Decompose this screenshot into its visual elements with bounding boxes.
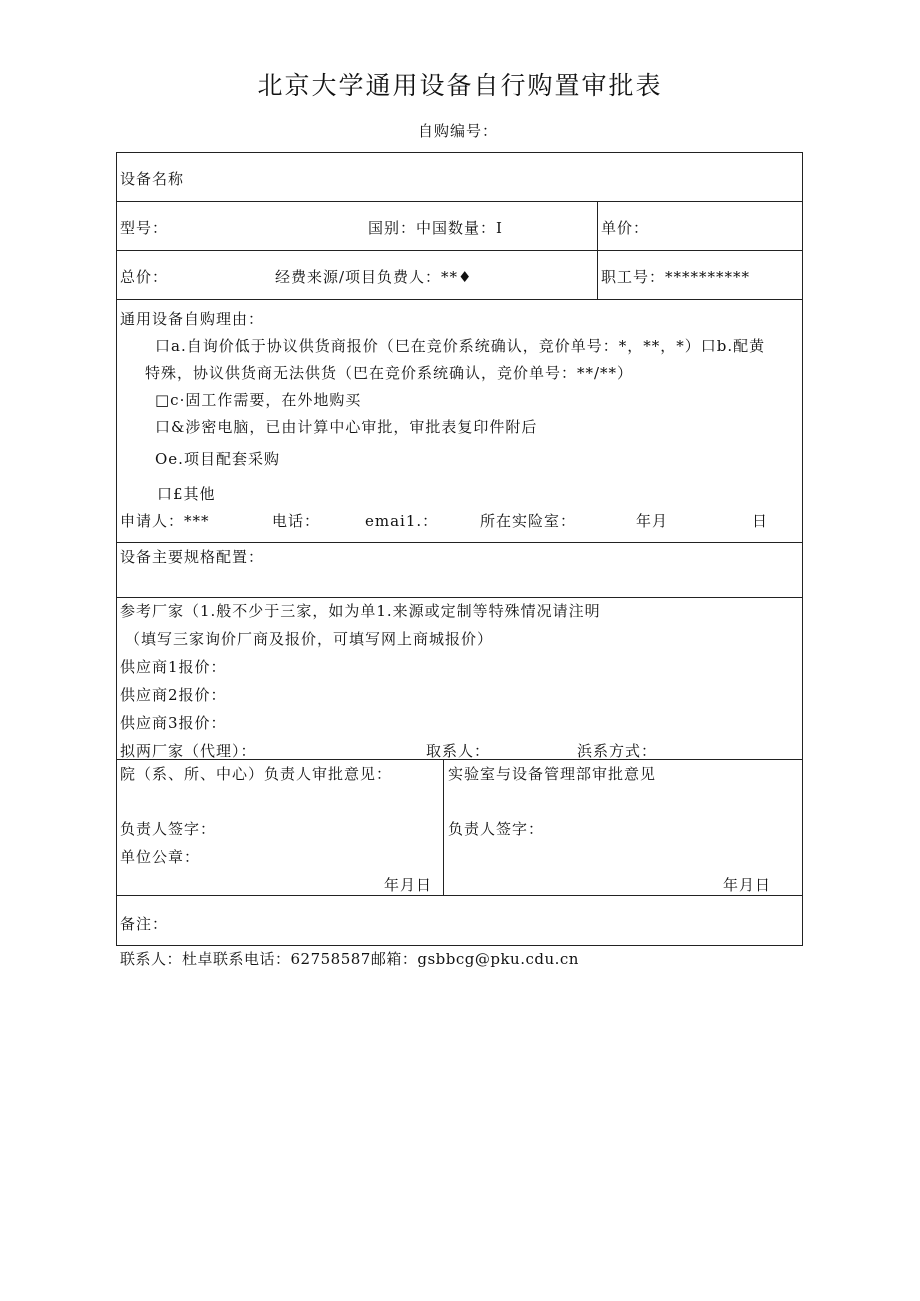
supplier-2-quote: 供应商2报价： — [120, 686, 227, 704]
row-divider — [116, 895, 803, 896]
proposed-vendor-label: 拟两厂家（代理）： — [120, 742, 257, 760]
staff-id-label: 职工号：********** — [601, 268, 751, 286]
supplier-1-quote: 供应商1报价： — [120, 658, 227, 676]
row-divider — [116, 597, 803, 598]
row-divider — [116, 250, 803, 251]
contact-person-label: 取系人： — [426, 742, 491, 760]
reason-option-f[interactable]: 口£其他 — [157, 485, 216, 503]
dept-signature-label: 负责人签字： — [120, 820, 217, 838]
lab-approval-heading: 实验室与设备管理部审批意见 — [448, 765, 657, 783]
row-divider — [116, 201, 803, 202]
reason-option-a[interactable]: 口a.自询价低于协议供货商报价（巳在竞价系统确认，竞价单号：*，**，*）口b.配黄 — [155, 337, 766, 355]
reference-vendors-label: 参考厂家（1.般不少于三家，如为单1.来源或定制等特殊情况请注明 — [120, 602, 601, 620]
dept-approval-heading: 院（系、所、中心）负责人审批意见： — [120, 765, 393, 783]
reason-option-e[interactable]: Oe.项目配套采购 — [155, 450, 280, 468]
total-price-label: 总价： — [120, 268, 169, 286]
vendor-fill-note: （填写三家询价厂商及报价，可填写网上商城报价） — [125, 630, 494, 648]
applicant-name: 申请人：*** — [120, 512, 210, 530]
specs-label: 设备主要规格配置： — [120, 548, 265, 566]
cell-divider — [443, 759, 444, 895]
dept-seal-label: 单位公章： — [120, 848, 201, 866]
funding-source-label: 经费来源/项目负费人：**♦ — [275, 268, 473, 286]
row-divider — [116, 299, 803, 300]
lab-approval-date: 年月日 — [723, 876, 772, 894]
model-label: 型号： — [120, 219, 169, 237]
table-border-left — [116, 152, 117, 946]
table-border-right — [802, 152, 803, 946]
table-border-top — [116, 152, 803, 153]
cell-divider — [597, 201, 598, 299]
reason-option-d[interactable]: 口&涉密电脑，已由计算中心审批，审批表复印件附后 — [155, 418, 538, 436]
equipment-name-label: 设备名称 — [120, 170, 185, 188]
applicant-email-label: emai1.： — [365, 512, 439, 530]
dept-approval-date: 年月日 — [384, 876, 433, 894]
remarks-label: 备注： — [120, 915, 169, 933]
applicant-lab-label: 所在实险室： — [480, 512, 577, 530]
doc-number-label: 自购编号： — [418, 122, 499, 140]
unit-price-label: 单价： — [601, 219, 650, 237]
reason-heading: 通用设备自购理由： — [120, 310, 265, 328]
table-border-bottom — [116, 945, 803, 946]
applicant-phone-label: 电话： — [272, 512, 321, 530]
country-quantity-label: 国别：中国数量：I — [368, 219, 503, 237]
row-divider — [116, 542, 803, 543]
footer-contact: 联系人：杜卓联系电话：62758587邮箱：gsbbcg@pku.cdu.cn — [120, 950, 579, 968]
supplier-3-quote: 供应商3报价： — [120, 714, 227, 732]
applicant-year-month: 年月 — [636, 512, 669, 530]
reason-option-a-cont: 特殊，协议供货商无法供货（巴在竞价系统确认，竞价单号：**/**） — [145, 364, 634, 382]
applicant-day: 日 — [752, 512, 769, 530]
page-title: 北京大学通用设备自行购置审批表 — [257, 71, 663, 100]
contact-method-label: 浜系方式： — [577, 742, 658, 760]
reason-option-c[interactable]: □c·固工作需要，在外地购买 — [155, 391, 362, 409]
lab-signature-label: 负责人签字： — [448, 820, 545, 838]
